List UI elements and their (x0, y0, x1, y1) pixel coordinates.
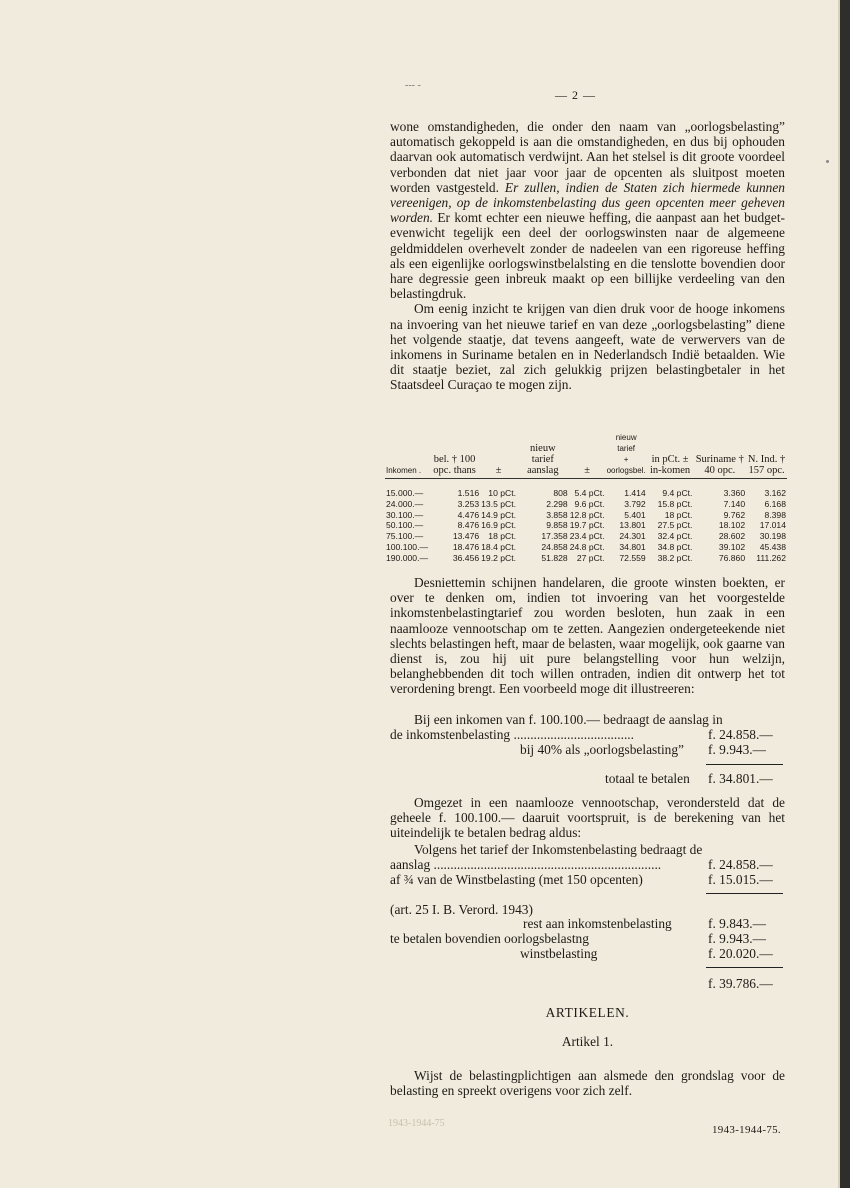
table-cell: 19.7 pCt. (569, 520, 605, 531)
paragraph-2: Om eenig inzicht te krijgen van dien druk voor de hooge inkomens na invoering van het nieuwe tarief en van deze „oorlogsbelasting” diene het volgende staatje, dat tevens aangeeft, wate de verwervers van de inkomens in Suriname betalen en in Nederlandsch Indië betaalden. Wie dit staatje beziet, zal zich gelukkig prijzen belastingbetaler in het Staatsdeel Curaçao te mogen zijn. (390, 301, 785, 393)
table-cell: 190.000.— (386, 552, 429, 563)
paragraph-1-a: wone omstandigheden, die onder den naam van „oorlogsbelasting” automatisch gekoppeld is aan die omstandigheden, en dus bij ophouden daarvan ook automatisch verdwijnt. Aan het stelsel is dit groote voordeel verbonden dat niet jaar voor jaar de opcenten als sluitpost moeten worden vastgesteld. (390, 119, 785, 195)
table-cell: 13.5 pCt. (481, 498, 517, 509)
table-cell: 3.162 (764, 488, 786, 498)
table-cell: 30.198 (759, 531, 786, 542)
ex1-line2-value: f. 24.858.— (708, 727, 773, 742)
table-cell: 45.438 (759, 541, 786, 552)
table-cell: 9.858 (546, 520, 568, 531)
th-bel-thans: bel. † 100 opc. thans (429, 432, 480, 479)
ex1-line3-value: f. 9.943.— (708, 742, 767, 757)
table-cell: 32.4 pCt. (657, 531, 693, 542)
table-cell: 3.253 (457, 498, 480, 509)
table-cell: 75.100.— (386, 531, 424, 542)
table-cell: 3.858 (546, 509, 568, 520)
ex2-rest-label: rest aan inkomstenbelasting (523, 916, 672, 931)
page-number: — 2 — (555, 88, 596, 102)
table-cell: 15.000.— (386, 488, 424, 498)
table-cell: 100.100.— (386, 541, 429, 552)
table-row (385, 510, 787, 521)
paragraph-1-italic: Er zullen, indien de Staten zich hiermede kunnen vereenigen, op de inkomstenbelasting dus geen opcenten meer geheven worden. (390, 179, 785, 226)
ex2-art: (art. 25 I. B. Verord. 1943) (390, 902, 533, 917)
table-cell: 17.358 (541, 531, 568, 542)
top-mark: --- - (405, 80, 421, 91)
table-cell: 14.9 pCt. (481, 509, 517, 520)
table-cell: 38.2 pCt. (657, 552, 693, 563)
th-nieuw-oorlog-b: + oorlogsbel. (606, 455, 646, 475)
table-cell: 3.360 (723, 488, 746, 498)
ex1-line1: Bij een inkomen van f. 100.100.— bedraagt de aanslag in (414, 712, 723, 727)
paragraph-1 (390, 119, 785, 393)
ex2-rest-value: f. 9.843.— (708, 916, 767, 931)
table-row (385, 499, 787, 510)
table-cell: 36.456 (452, 552, 480, 563)
table-cell: 12.8 pCt. (569, 509, 605, 520)
th-nieuw-oorlog-a: nieuw tarief (615, 433, 637, 453)
table-cell: 808 (553, 488, 568, 498)
ex2-line3-label: af ¾ van de Winstbelasting (met 150 opcenten) (390, 872, 643, 887)
table-cell: 8.476 (457, 520, 480, 531)
table-cell: 24.8 pCt. (569, 541, 605, 552)
speck (826, 160, 829, 163)
table-cell: 7.140 (723, 498, 746, 509)
table-cell: 18 pCt. (664, 509, 693, 520)
table-cell: 28.602 (718, 531, 746, 542)
table-cell: 18.102 (718, 520, 746, 531)
section-heading: ARTIKELEN. (545, 1005, 630, 1020)
table-cell: 4.476 (457, 509, 480, 520)
table-cell: 30.100.— (386, 509, 424, 520)
table-cell: 23.4 pCt. (569, 531, 605, 542)
table-cell: 72.559 (619, 552, 646, 563)
bleed-through-text: 1943-1944-75 (388, 1118, 445, 1129)
th-pm1: ± (480, 432, 517, 479)
th-inkomen: Inkomen . (385, 432, 429, 479)
table-cell: 9.6 pCt. (574, 498, 605, 509)
table-cell: 111.262 (756, 552, 786, 563)
ex2-winst-label: winstbelasting (520, 946, 598, 961)
table-cell: 18.4 pCt. (481, 541, 517, 552)
table-cell: 24.858 (541, 541, 568, 552)
ex2-winst-value: f. 20.020.— (708, 946, 773, 961)
th-nind: N. Ind. † 157 opc. (746, 432, 787, 479)
paragraph-3-wrap (390, 575, 785, 697)
ex2-bov-label: te betalen bovendien oorlogsbelastng (390, 931, 589, 946)
ex1-rule (706, 764, 783, 765)
ex1-total-label: totaal te betalen (605, 771, 690, 786)
table-cell: 19.2 pCt. (481, 552, 517, 563)
ex2-line2-value: f. 24.858.— (708, 857, 773, 872)
table-cell: 51.828 (541, 552, 568, 563)
ex1-line3-label: bij 40% als „oorlogsbelasting” (520, 742, 685, 757)
ex2-line3-value: f. 15.015.— (708, 872, 773, 887)
ex2-rule-2 (706, 967, 783, 968)
paragraph-3: Desniettemin schijnen handelaren, die groote winsten boekten, er over te denken om, indien tot invoering van het voorgestelde inkomstenbelastingtarief zou worden besloten, hun zaak in een naamlooze vennootschap om te zetten. Aangezien ondergeteekende niet slechts belastingen heft, maar de belasten, waar mogelijk, ook gaarne van dienst is, zou hij uit pure belangstelling voor hun welzijn, belanghebbenden dit toch willen ontraden, indien dit ontwerp het tot verordening brengt. Een voorbeeld moge dit illustreeren: (390, 575, 785, 697)
table-row (385, 520, 787, 531)
table-cell: 13.476 (452, 531, 480, 542)
table-cell: 1.516 (457, 488, 480, 498)
table-cell: 5.401 (624, 509, 646, 520)
table-cell: 10 pCt. (488, 488, 517, 498)
table-row (385, 531, 787, 542)
table-cell: 2.298 (546, 498, 568, 509)
article-body: Wijst de belastingplichtigen aan alsmede den grondslag voor de belasting en spreekt overigens voor zich zelf. (390, 1068, 785, 1099)
table-cell: 34.801 (619, 541, 646, 552)
table-cell: 27 pCt. (576, 552, 605, 563)
ex1-line2-label: de inkomstenbelasting .................................... (390, 727, 634, 742)
table-row (385, 553, 787, 564)
table-cell: 9.4 pCt. (662, 488, 693, 498)
th-nieuw-tarief: nieuw tarief aanslag (517, 432, 569, 479)
ex2-line1: Volgens het tarief der Inkomstenbelasting bedraagt de (414, 842, 703, 857)
ex2-total-value: f. 39.786.— (708, 976, 773, 991)
th-nieuw-oorlog (606, 432, 647, 479)
ex2-rule-1 (706, 893, 783, 894)
th-pm2: ± (569, 432, 606, 479)
table-cell: 76.860 (718, 552, 746, 563)
table-cell: 24.301 (619, 531, 646, 542)
tax-table (385, 432, 787, 564)
th-suriname: Suriname † 40 opc. (693, 432, 746, 479)
th-pct-inkomen: in pCt. ± in-komen (647, 432, 694, 479)
paragraph-4-wrap (390, 795, 785, 841)
table-cell: 15.8 pCt. (657, 498, 693, 509)
paragraph-1-c: Er komt echter een nieuwe heffing, die aanpast aan het budget-evenwicht tegelijk een deel der oorlogswinsten naar de algemeene geldmiddelen overhevelt zonder de nadeelen van een rigoreuse heffing als een eigenlijke oorlogswinstbelalsting en die tenslotte bovendien door hare degressie geen inbreuk maakt op een billijke verdeeling van den belastingdruk. (390, 210, 785, 302)
table-cell: 34.8 pCt. (657, 541, 693, 552)
scan-edge (840, 0, 850, 1188)
table-cell: 1.414 (624, 488, 646, 498)
table-cell: 6.168 (764, 498, 786, 509)
table-row (385, 542, 787, 553)
table-cell: 27.5 pCt. (657, 520, 693, 531)
table-cell: 18.476 (452, 541, 480, 552)
table-cell: 3.792 (624, 498, 646, 509)
footer-code: 1943-1944-75. (712, 1124, 781, 1136)
article-body-wrap (390, 1068, 785, 1098)
table-cell: 50.100.— (386, 520, 424, 531)
table-row (385, 479, 787, 499)
table-cell: 16.9 pCt. (481, 520, 517, 531)
article-heading: Artikel 1. (561, 1034, 614, 1049)
table-cell: 24.000.— (386, 498, 424, 509)
table-cell: 17.014 (759, 520, 786, 531)
table-cell: 18 pCt. (488, 531, 517, 542)
ex1-total-value: f. 34.801.— (708, 771, 773, 786)
paragraph-4: Omgezet in een naamlooze vennootschap, verondersteld dat de geheele f. 100.100.— daaruit voortspruit, is de berekening van het uiteindelijk te betalen bedrag aldus: (390, 795, 785, 841)
table-cell: 9.762 (723, 509, 746, 520)
ex2-line2-label: aanslag .................................................................... (390, 857, 662, 872)
ex2-bov-value: f. 9.943.— (708, 931, 767, 946)
table-cell: 13.801 (619, 520, 646, 531)
table-cell: 5.4 pCt. (574, 488, 605, 498)
table-cell: 8.398 (764, 509, 786, 520)
table-cell: 39.102 (718, 541, 746, 552)
